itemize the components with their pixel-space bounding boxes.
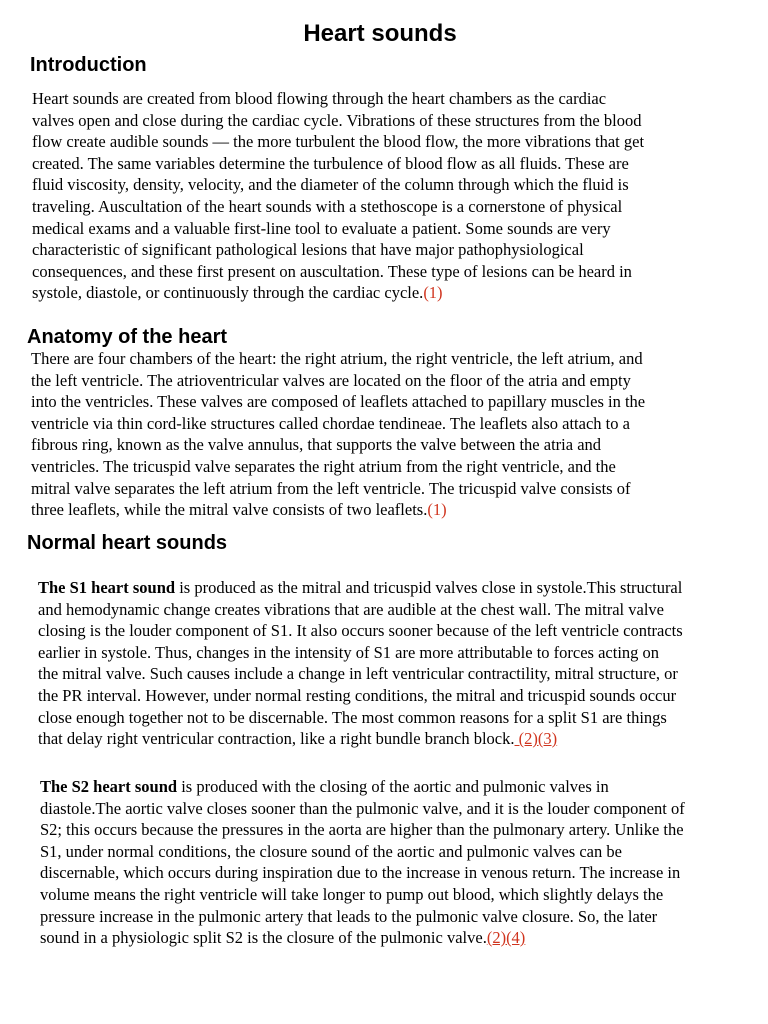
text-fragment: systole, diastole, or continuously through the cardiac cycle. bbox=[32, 283, 424, 303]
citation-link[interactable]: (1) bbox=[427, 500, 447, 520]
text-line: S1, under normal conditions, the closure sound of the aortic and pulmonic valves can be bbox=[40, 841, 622, 861]
text-line: ventricle via thin cord-like structures called chordae tendineae. The leaflets also attach to a bbox=[31, 413, 630, 433]
text-fragment: sound in a physiologic split S2 is the closure of the pulmonic valve. bbox=[40, 928, 487, 948]
text-line: volume means the right ventricle will take longer to pump out blood, which slightly delays the bbox=[40, 884, 664, 904]
text-line: the mitral valve. Such causes include a change in left ventricular contractility, mitral structure, or bbox=[38, 664, 678, 684]
s2-paragraph bbox=[40, 776, 685, 949]
introduction-heading: Introduction bbox=[30, 54, 147, 76]
text-line: close enough together not to be discernable. The most common reasons for a split S1 are things bbox=[38, 707, 667, 727]
citation-link[interactable]: (2)(3) bbox=[514, 729, 558, 749]
text-line: diastole.The aortic valve closes sooner than the pulmonic valve, and it is the louder component of bbox=[40, 798, 685, 818]
text-line: fibrous ring, known as the valve annulus, that supports the valve between the atria and bbox=[31, 435, 602, 455]
s1-paragraph bbox=[38, 577, 683, 750]
text-line: There are four chambers of the heart: the right atrium, the right ventricle, the left atrium, and bbox=[31, 349, 643, 368]
s1-lead: The S1 heart sound bbox=[38, 578, 176, 597]
text-line: S2; this occurs because the pressures in the aorta are higher than the pulmonary artery. Unlike the bbox=[40, 820, 684, 840]
text-line: into the ventricles. These valves are composed of leaflets attached to papillary muscles in the bbox=[31, 392, 646, 412]
text-line: created. The same variables determine the turbulence of blood flow as all fluids. These are bbox=[32, 153, 629, 173]
text-line: characteristic of significant pathological lesions that have major pathophysiological bbox=[32, 240, 584, 260]
text-line: the left ventricle. The atrioventricular valves are located on the floor of the atria and empty bbox=[31, 370, 631, 390]
text-line-last bbox=[31, 499, 645, 521]
citation-link[interactable]: (1) bbox=[423, 283, 443, 303]
text-fragment: three leaflets, while the mitral valve consists of two leaflets. bbox=[31, 500, 428, 520]
normal-heart-sounds-heading: Normal heart sounds bbox=[27, 532, 228, 554]
text-line: medical exams and a valuable first-line tool to evaluate a patient. Some sounds are very bbox=[32, 218, 611, 238]
anatomy-paragraph bbox=[31, 348, 645, 521]
text-line: closing is the louder component of S1. It also occurs sooner because of the left ventricle contracts bbox=[38, 621, 683, 641]
text-line: pressure increase in the pulmonic artery that leads to the pulmonic valve closure. So, the later bbox=[40, 906, 658, 926]
text-line: ventricles. The tricuspid valve separates the right atrium from the right ventricle, and the bbox=[31, 456, 616, 476]
text-line: traveling. Auscultation of the heart sounds with a stethoscope is a cornerstone of physical bbox=[32, 196, 623, 216]
text-line-last bbox=[38, 728, 683, 750]
page-title: Heart sounds bbox=[303, 20, 457, 47]
text-line: and hemodynamic change creates vibrations that are audible at the chest wall. The mitral valve bbox=[38, 599, 664, 619]
text-line: the PR interval. However, under normal resting conditions, the mitral and tricuspid sounds occur bbox=[38, 685, 677, 705]
anatomy-heading: Anatomy of the heart bbox=[27, 326, 228, 348]
text-line: valves open and close during the cardiac cycle. Vibrations of these structures from the blood bbox=[32, 110, 642, 130]
citation-link[interactable]: (2)(4) bbox=[486, 928, 526, 948]
text-line: fluid viscosity, density, velocity, and the diameter of the column through which the fluid is bbox=[32, 175, 629, 195]
s2-lead: The S2 heart sound bbox=[40, 777, 178, 796]
text-fragment: that delay right ventricular contraction, like a right bundle branch block. bbox=[38, 729, 515, 749]
text-line: Heart sounds are created from blood flowing through the heart chambers as the cardiac bbox=[32, 89, 607, 108]
text-line: earlier in systole. Thus, changes in the intensity of S1 are more attributable to forces acting on bbox=[38, 642, 660, 662]
text-fragment: is produced as the mitral and tricuspid valves close in systole.This structural bbox=[175, 578, 683, 597]
text-line-last bbox=[32, 282, 644, 304]
text-line: discernable, which occurs during inspiration due to the increase in venous return. The increase in bbox=[40, 863, 681, 883]
text-fragment: is produced with the closing of the aortic and pulmonic valves in bbox=[177, 777, 609, 796]
text-line-first bbox=[40, 776, 685, 798]
text-line: mitral valve separates the left atrium from the left ventricle. The tricuspid valve consists of bbox=[31, 478, 631, 498]
text-line-last bbox=[40, 927, 685, 949]
text-line-first bbox=[38, 577, 683, 599]
text-line: flow create audible sounds — the more turbulent the blood flow, the more vibrations that get bbox=[32, 132, 645, 152]
introduction-paragraph bbox=[32, 88, 644, 304]
text-line: consequences, and these first present on auscultation. These type of lesions can be heard in bbox=[32, 261, 632, 281]
